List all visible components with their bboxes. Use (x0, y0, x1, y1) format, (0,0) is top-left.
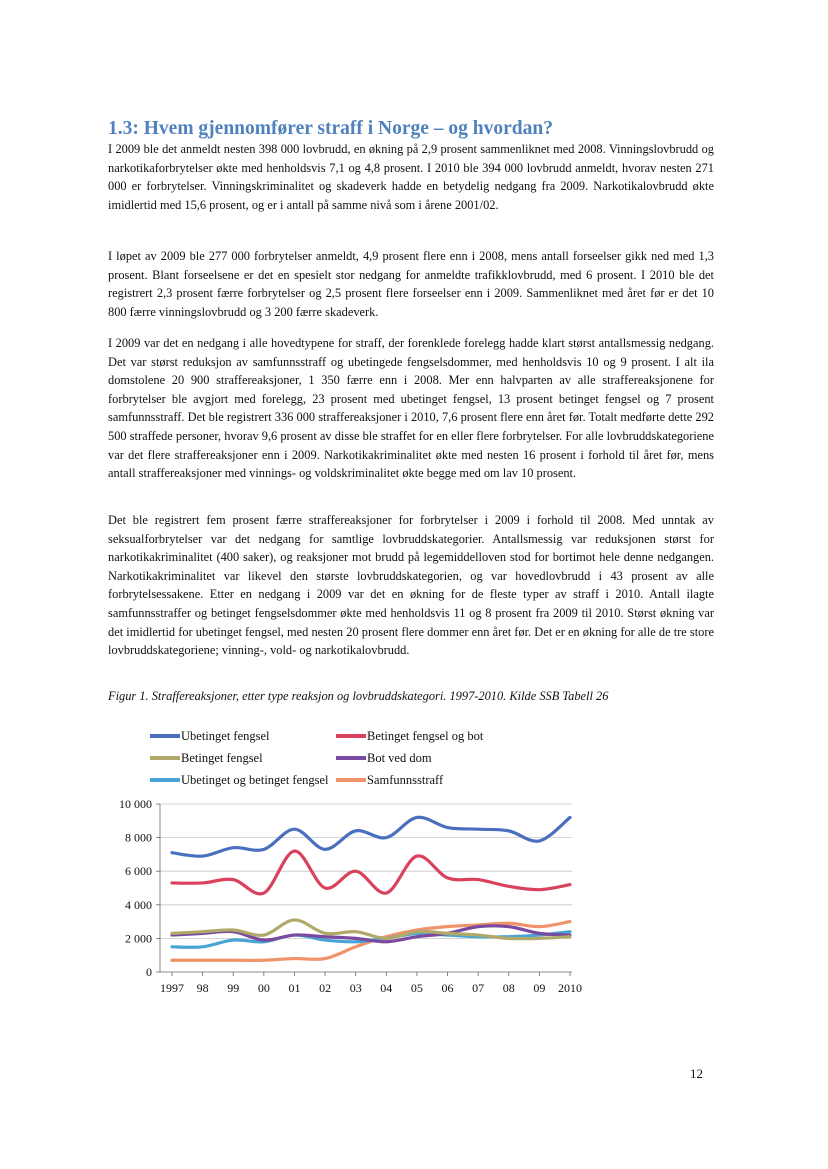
x-tick-label: 06 (441, 981, 454, 995)
x-tick-label: 01 (288, 981, 301, 995)
x-tick-label: 03 (349, 981, 362, 995)
y-tick-label: 4 000 (125, 897, 152, 912)
x-tick-label: 2010 (558, 981, 582, 995)
legend-label: Bot ved dom (367, 751, 432, 765)
paragraph-2: I løpet av 2009 ble 277 000 forbrytelser anmeldt, 4,9 prosent flere enn i 2008, mens antall forseelser gikk ned med 1,3 prosent. Blant forseelsene er det en spesielt stor nedgang for anmeldte trafikklovbrudd, med 6 prosent. I 2010 ble det registrert 2,3 prosent færre forbrytelser og 2,5 prosent flere forseelser enn i 2009. Sammenliknet med året før er det 10 800 færre vinningslovbrudd og 3 200 færre skadeverk. (108, 249, 714, 319)
y-tick-label: 10 000 (119, 797, 152, 811)
x-tick-label: 00 (257, 981, 270, 995)
line-chart (100, 718, 590, 1003)
page-number: 12 (690, 1066, 703, 1081)
section-heading: 1.3: Hvem gjennomfører straff i Norge – og hvordan? (108, 118, 553, 139)
x-tick-label: 04 (380, 981, 393, 995)
legend-label: Ubetinget og betinget fengsel (181, 773, 329, 787)
x-tick-label: 08 (502, 981, 515, 995)
paragraph-4: Det ble registrert fem prosent færre straffereaksjoner for forbrytelser i 2009 i forhold til 2008. Med unntak av seksualforbrytelser var det nedgang for samtlige lovbruddskategorier. Antallsmessig var reduksjonen størst for narkotikakriminalitet (400 saker), og reaksjoner mot brudd på legemiddelloven stod for bortimot hele denne nedgangen. Narkotikakriminalitet var likevel den største lovbruddskategorien, og var hovedlovbrudd i 43 prosent av alle forbrytelsessakene. Etter en nedgang i 2009 var det en økning for de fleste typer av straff i 2010. Antall ilagte samfunnsstraffer og betinget fengselsdommer økte med henholdsvis 11 og 8 prosent fra 2009 til 2010. Størst økning var det imidlertid for ubetinget fengsel, med nesten 20 prosent flere dommer enn året før. Det er en økning for alle de tre store lovbruddskategoriene; vinning-, vold- og narkotikalovbrudd. (108, 513, 714, 658)
y-tick-label: 0 (146, 965, 152, 979)
legend-label: Betinget fengsel og bot (367, 729, 484, 743)
x-tick-label: 05 (410, 981, 423, 995)
y-tick-label: 6 000 (125, 864, 152, 879)
paragraph-1: I 2009 ble det anmeldt nesten 398 000 lovbrudd, en økning på 2,9 prosent sammenliknet med 2008. Vinningslovbrudd og narkotikaforbrytelser økte med henholdsvis 7,1 og 4,8 prosent. I 2010 ble 394 000 lovbrudd anmeldt, hvorav nesten 271 000 er forbrytelser. Vinningskriminalitet og skadeverk hadde en betydelig nedgang fra 2009. Narkotikalovbrudd økte imidlertid med 15,6 prosent, og er i antall på samme nivå som i årene 2001/02. (108, 142, 714, 212)
legend-label: Betinget fengsel (181, 751, 263, 765)
series-line-betinget-fengsel-og-bot (172, 851, 570, 894)
legend-label: Ubetinget fengsel (181, 729, 270, 743)
figure-caption: Figur 1. Straffereaksjoner, etter type reaksjon og lovbruddskategori. 1997-2010. Kilde SSB Tabell 26 (108, 689, 609, 703)
paragraph-3: I 2009 var det en nedgang i alle hovedtypene for straff, der forenklede forelegg hadde klart størst antallsmessig nedgang. Det var størst reduksjon av samfunnsstraff og ubetingede fengselsdommer, med henholdsvis 10 og 9 prosent. I alt ila domstolene 20 900 straffereaksjoner, 1 350 færre enn i 2008. Mer enn halvparten av alle straffereaksjonene for forbrytelser ble avgjort med forelegg, 23 prosent med ubetinget fengsel, 13 prosent betinget fengsel og 7 prosent samfunnsstraff. Det ble registrert 336 000 straffereaksjoner i 2010, 7,6 prosent flere enn året før. Totalt medførte dette 292 500 straffede personer, hvorav 9,6 prosent av disse ble straffet for en eller flere forbrytelser. For alle lovbruddskategoriene var det flere straffereaksjoner enn i 2009. Narkotikakriminalitet økte med nesten 16 prosent i forhold til året før, mens antall straffereaksjoner med vinnings- og voldskriminalitet økte begge med om lav 10 prosent. (108, 336, 714, 481)
y-tick-label: 8 000 (125, 830, 152, 845)
x-tick-label: 02 (319, 981, 332, 995)
x-tick-label: 07 (472, 981, 485, 995)
x-tick-label: 99 (227, 981, 240, 995)
y-tick-label: 2 000 (125, 931, 152, 946)
x-tick-label: 98 (196, 981, 209, 995)
legend-label: Samfunnsstraff (367, 773, 444, 787)
series-line-ubetinget-fengsel (172, 817, 570, 856)
x-tick-label: 1997 (160, 981, 184, 995)
x-tick-label: 09 (533, 981, 546, 995)
